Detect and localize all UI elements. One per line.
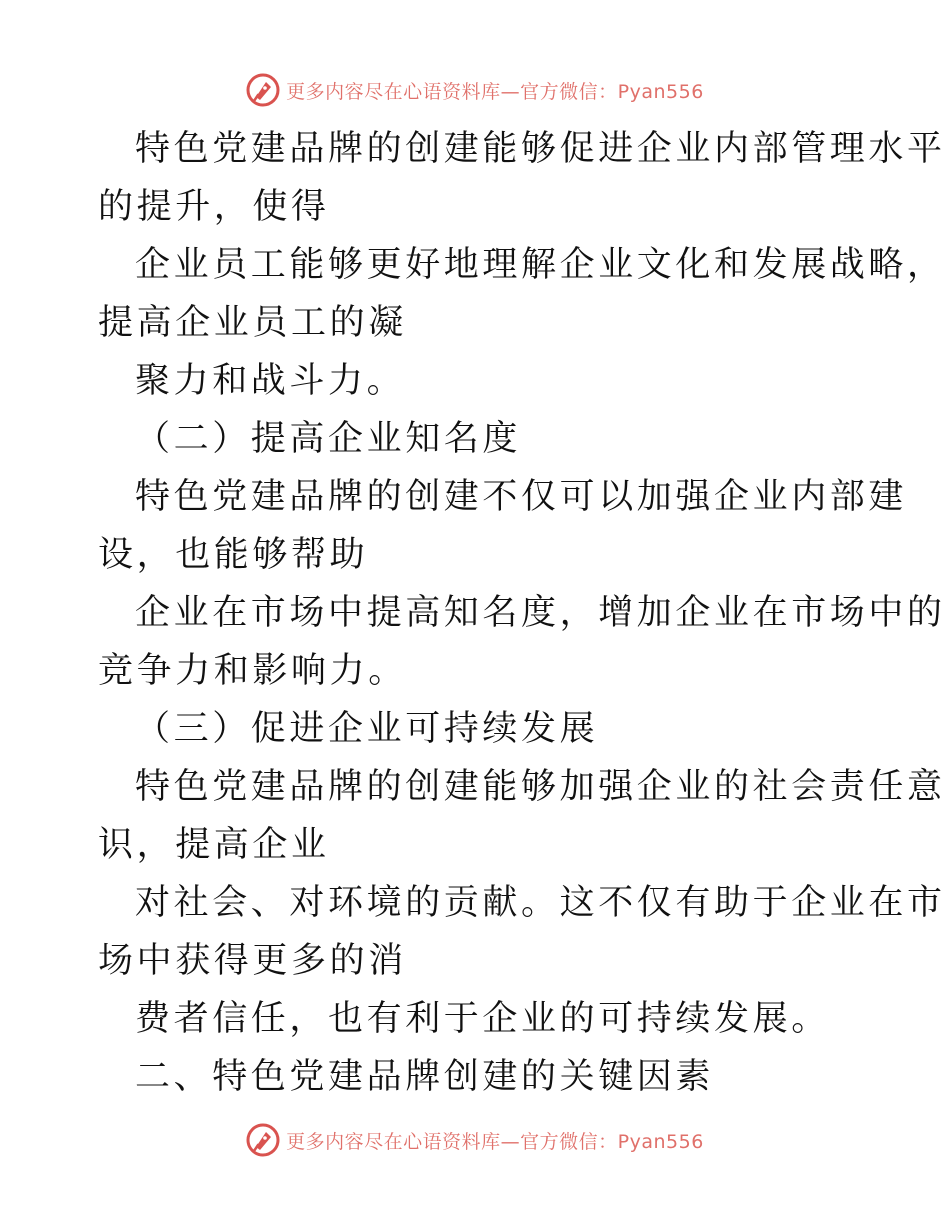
pen-nib-logo-icon (246, 1123, 280, 1157)
paragraph-line: 企业员工能够更好地理解企业文化和发展战略， (135, 245, 946, 285)
paragraph-line: 特色党建品牌的创建能够促进企业内部管理水平 (135, 129, 946, 169)
paragraph-line: 聚力和战斗力。 (135, 361, 406, 401)
pen-nib-logo-icon (246, 73, 280, 107)
footer-banner-content (246, 1123, 704, 1157)
footer-banner (0, 1120, 950, 1160)
header-banner-content (246, 73, 704, 107)
paragraph-line: 特色党建品牌的创建能够加强企业的社会责任意 (135, 767, 946, 807)
paragraph-line: 场中获得更多的消 (98, 941, 407, 981)
paragraph-line: 对社会、对环境的贡献。这不仅有助于企业在市 (135, 883, 946, 923)
paragraph-line: 企业在市场中提高知名度，增加企业在市场中的 (135, 593, 946, 633)
header-banner-text: 更多内容尽在心语资料库—官方微信：Pyan556 (286, 80, 704, 103)
header-banner (0, 70, 950, 110)
footer-banner-text: 更多内容尽在心语资料库—官方微信：Pyan556 (286, 1130, 704, 1153)
document-body (98, 120, 946, 1106)
paragraph-line: 费者信任，也有利于企业的可持续发展。 (135, 999, 830, 1039)
paragraph-line: 识，提高企业 (98, 825, 330, 865)
paragraph-line: 的提升，使得 (98, 187, 330, 227)
paragraph-line: 竞争力和影响力。 (98, 651, 407, 691)
section-heading: （三）促进企业可持续发展 (135, 709, 599, 749)
paragraph-line: 设，也能够帮助 (98, 535, 369, 575)
section-heading: 二、特色党建品牌创建的关键因素 (135, 1057, 715, 1097)
paragraph-line: 提高企业员工的凝 (98, 303, 407, 343)
paragraph-line: 特色党建品牌的创建不仅可以加强企业内部建 (135, 477, 908, 517)
section-heading: （二）提高企业知名度 (135, 419, 522, 459)
